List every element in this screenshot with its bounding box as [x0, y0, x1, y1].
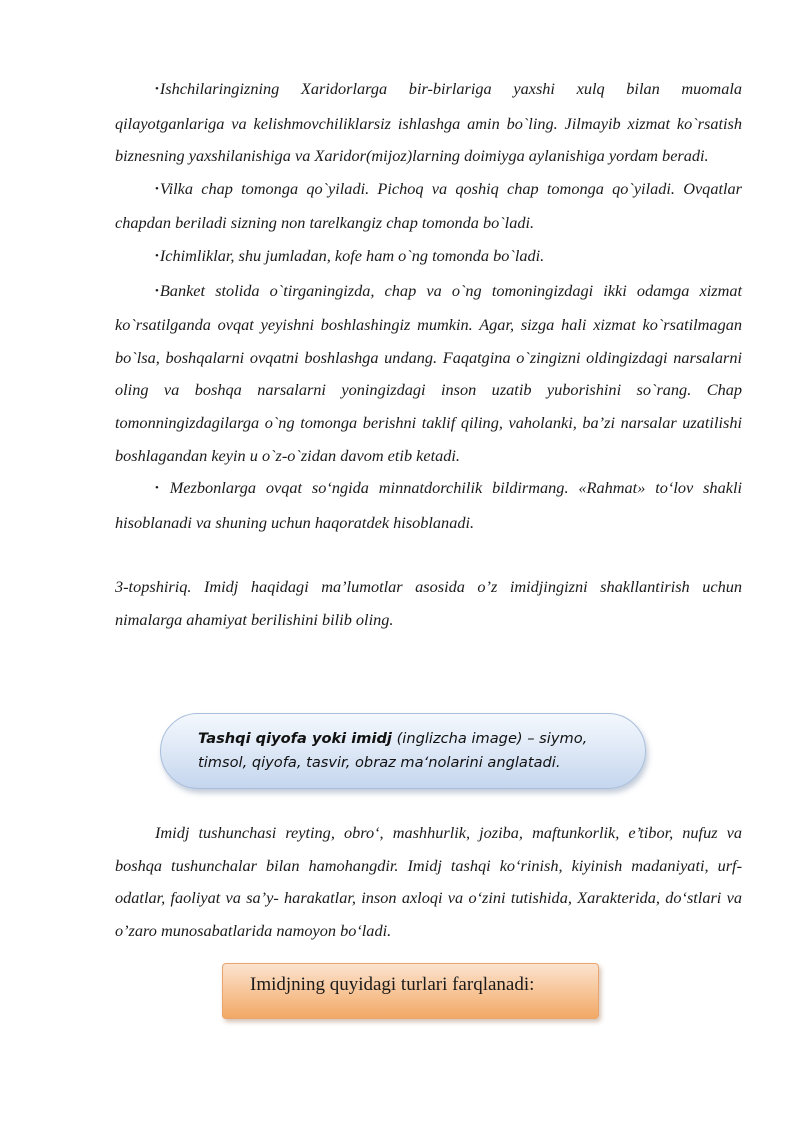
bullet-item [115, 275, 742, 473]
definition-callout [160, 713, 646, 789]
bullet-icon: • [155, 284, 159, 297]
bullet-list [115, 73, 742, 637]
bullet-text: Banket stolida o`tirganingizda, chap va o`ng tomoningizdagi ikki odamga xizmat ko`rsatilganda ovqat yeyishni boshlashingiz mumkin. Agar, sizga hali xizmat ko`rsatilmagan bo`lsa, boshqalarni ovqatni boshlashga undang. Faqatgina o`zingizni oldingizdagi narsalarni oling va boshqa narsalarni yoningizdagi inson uzatib yuborishini so`rang. Chap tomonningizdagilarga o`ng tomonga berishni taklif qiling, vaholanki, ba’zi narsalar uzatilishi boshlagandan keyin u o`z-o`zidan davom etib ketadi. [115, 280, 742, 465]
callout-term: Tashqi qiyofa yoki imidj [198, 730, 392, 747]
bullet-text: Ichimliklar, shu jumladan, kofe ham o`ng tomonda bo`ladi. [159, 245, 545, 265]
callout-definition: (inglizcha image) – siymo, timsol, qiyofa, tasvir, obraz ma‘nolarini anglatadi. [198, 730, 588, 771]
spacer [115, 539, 742, 571]
bullet-icon: • [155, 482, 159, 495]
bullet-item [115, 173, 742, 240]
section-heading-box: Imidjning quyidagi turlari farqlanadi: [222, 963, 599, 1019]
bullet-item [115, 73, 742, 173]
bullet-item [115, 240, 742, 275]
body-paragraph: Imidj tushunchasi reyting, obro‘, mashhurlik, joziba, maftunkorlik, e’tibor, nufuz va boshqa tushunchalar bilan hamohangdir. Imidj tashqi ko‘rinish, kiyinish madaniyati, urf-odatlar, faoliyat va sa’y- harakatlar, inson axloqi va o‘zini tutishida, Xarakterida, do‘stlari va o’zaro munosabatlarida namoyon bo‘ladi. [115, 823, 742, 940]
bullet-icon: • [155, 83, 159, 95]
body-section [115, 817, 742, 947]
bullet-text: Vilka chap tomonga qo`yiladi. Pichoq va qoshiq chap tomonga qo`yiladi. Ovqatlar chapdan beriladi sizning non tarelkangiz chap tomonda bo`ladi. [115, 178, 742, 233]
bullet-icon: • [155, 249, 159, 262]
bullet-text: Ishchilaringizning Xaridorlarga bir-birlariga yaxshi xulq bilan muomala qilayotganlariga va kelishmovchiliklarsiz ishlashga amin bo`ling. Jilmayib xizmat ko`rsatish biznesning yaxshilanishiga va Xaridor(mijoz)larning doimiyga aylanishiga yordam beradi. [115, 79, 742, 166]
bullet-item [115, 472, 742, 539]
bullet-text: Mezbonlarga ovqat so‘ngida minnatdorchilik bildirmang. «Rahmat» to‘lov shakli hisoblanadi va shuning uchun haqoratdek hisoblanadi. [115, 478, 742, 532]
bullet-icon: • [155, 182, 159, 195]
task-paragraph: 3-topshiriq. Imidj haqidagi ma’lumotlar asosida o’z imidjingizni shakllantirish uchun nimalarga ahamiyat berilishini bilib oling. [115, 577, 742, 629]
